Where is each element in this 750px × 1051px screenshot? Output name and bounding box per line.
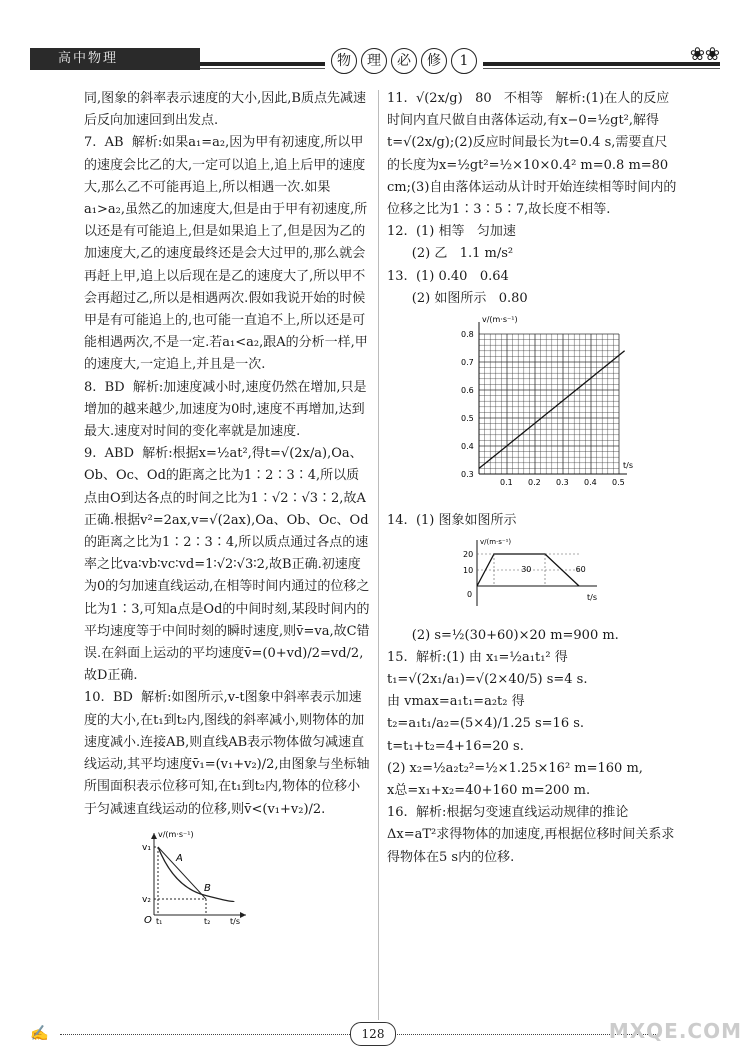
right-column <box>387 88 677 869</box>
x-tick-label: 0.4 <box>584 478 597 488</box>
answer-10: 10. BD 解析:如图所示,v-t图象中斜率表示加速度的大小,在t₁到t₂内,图线的斜率减小,则物体的加速度减小.连接AB,则直线AB表示物体做匀减速直线运动,其平均速度v̄₁=(v₁+v₂)/2,由图象与坐标轴所围面积表示位移可知,在t₁到t₂内,物体的位移小于匀减速直线运动的位移,则v̄<(v₁+v₂)/2. <box>84 690 370 817</box>
title-char: 必 <box>391 48 417 74</box>
y-tick-label: 0.6 <box>461 386 474 396</box>
watermark-logo: MXQE.COM <box>608 1019 742 1043</box>
fig10-point-a: A <box>176 852 183 864</box>
title-char: 物 <box>331 48 357 74</box>
answer-13-part1: 13. (1) 0.40 0.64 <box>387 268 509 284</box>
answer-9: 9. ABD 解析:根据x=½at²,得t=√(2x/a),Oa、Ob、Oc、Od的距离之比为1∶2∶3∶4,所以质点由O到达各点的时间之比为1∶√2∶√3∶2,故A正确.根据v²=2ax,v=√(2ax),Oa、Ob、Oc、Od的距离之比为1∶2∶3∶4,所以质点通过各点的速率之比va∶vb∶vc∶vd=1∶√2∶√3∶2,故B正确.初速度为0的匀加速直线运动,在相等时间内通过的位移之比为1∶3,可知a点是Od的中间时刻,某段时间内的平均速度等于中间时刻的瞬时速度,则v̄=va,故C错误.在斜面上运动的平均速度v̄=(0+vd)/2=vd/2,故D正确. <box>84 446 370 684</box>
fig10-t2: t₂ <box>204 916 211 926</box>
answer-14-part1: 14. (1) 图象如图所示 <box>387 513 517 529</box>
trapezoid-vt-chart <box>457 536 607 616</box>
y-axis-label: v/(m·s⁻¹) <box>480 538 512 547</box>
column-divider <box>378 90 379 1020</box>
annotation-label: 60 <box>575 565 586 575</box>
page-number: 128 <box>350 1022 396 1046</box>
velocity-grid-chart <box>449 312 633 502</box>
pen-icon: ✍ <box>30 1024 49 1042</box>
answer-12-part1: 12. (1) 相等 匀加速 <box>387 224 516 240</box>
left-column <box>84 88 370 933</box>
fig10-origin: O <box>144 914 152 926</box>
y-tick-label: 10 <box>463 566 474 576</box>
y-tick-label: 0.3 <box>461 470 474 480</box>
annotation-label: 30 <box>521 565 532 575</box>
fig10-v1: v₁ <box>142 842 151 853</box>
brand-logo: 高中物理 <box>30 48 200 70</box>
x-tick-label: 0.3 <box>556 478 569 488</box>
answer-12-part2: (2) 乙 1.1 m/s² <box>387 246 514 262</box>
x-axis-label: t/s <box>587 593 597 603</box>
page-header <box>30 42 720 82</box>
answer-13-part2: (2) 如图所示 0.80 <box>387 290 528 306</box>
flower-ornament-icon: ❀❀ <box>689 44 720 65</box>
origin-label: 0 <box>467 590 473 600</box>
fig10-xlabel: t/s <box>230 916 240 926</box>
fig10-t1: t₁ <box>156 916 163 926</box>
x-axis-label: t/s <box>623 461 633 471</box>
answer-7: 7. AB 解析:如果a₁=a₂,因为甲有初速度,所以甲的速度会比乙的大,一定可以追上,追上后甲的速度大,那么乙不可能再追上,所以相遇一次.如果a₁>a₂,虽然乙的加速度大,但是由于甲有初速度,所以还是有可能追上,但是如果追上了,但是因为乙的加速度大,乙的速度最终还是会大过甲的,那么就会再赶上甲,追上以后现在是乙的速度大了,所以甲不会再超过乙,所以是相遇两次.假如我说开始的时候甲是有可能追上的,也可能一直追不上,所以还是可能相遇两次,不是一定.若a₁<a₂,跟A的分析一样,甲的速度大,一定追上,并且是一次. <box>84 135 368 373</box>
x-tick-label: 0.5 <box>612 478 625 488</box>
fig10-ylabel: v/(m·s⁻¹) <box>158 829 194 839</box>
y-tick-label: 0.4 <box>461 442 474 452</box>
vt-curve-figure <box>134 827 254 925</box>
answer-16: 16. 解析:根据匀变速直线运动规律的推论Δx=aT²求得物体的加速度,再根据位移时间关系求得物体在5 s内的位移. <box>387 805 675 865</box>
title-char: 理 <box>361 48 387 74</box>
answer-11: 11. √(2x/g) 80 不相等 解析:(1)在人的反应时间内直尺做自由落体运动,有x−0=½gt²,解得t=√(2x/g);(2)反应时间最长为t=0.4 s,需要直尺的长度为x=½gt²=½×10×0.4² m=0.8 m=80 cm;(3)自由落体运动从计时开始连续相等时间内的位移之比为1∶3∶5∶7,故长度不相等. <box>387 91 677 218</box>
book-title <box>325 48 483 78</box>
answer-6-continued: 同,图象的斜率表示速度的大小,因此,B质点先减速后反向加速回到出发点. <box>84 91 366 129</box>
answer-8: 8. BD 解析:加速度减小时,速度仍然在增加,只是增加的越来越少,加速度为0时,速度不再增加,达到最大.速度对时间的变化率就是加速度. <box>84 379 367 440</box>
title-char: 1 <box>451 48 477 74</box>
y-axis-label: v/(m·s⁻¹) <box>482 315 518 325</box>
x-tick-label: 0.1 <box>500 478 513 488</box>
fig10-v2: v₂ <box>142 894 151 905</box>
y-tick-label: 0.8 <box>461 330 474 340</box>
y-tick-label: 0.7 <box>461 358 474 368</box>
y-tick-label: 20 <box>463 550 474 560</box>
fig10-point-b: B <box>204 882 211 894</box>
answer-15: 15. 解析:(1) 由 x₁=½a₁t₁² 得 t₁=√(2x₁/a₁)=√(2×40/5) s=4 s. 由 vmax=a₁t₁=a₂t₂ 得 t₂=a₁t₁/a₂=(5×4)/1.25 s=16 s. t=t₁+t₂=4+16=20 s. (2) x₂=½a₂t₂²=½×1.25×16² m=160 m, x总=x₁+x₂=40+160 m=200 m. <box>387 649 643 799</box>
answer-14-part2: (2) s=½(30+60)×20 m=900 m. <box>387 627 619 643</box>
title-char: 修 <box>421 48 447 74</box>
y-tick-label: 0.5 <box>461 414 474 424</box>
x-tick-label: 0.2 <box>528 478 541 488</box>
